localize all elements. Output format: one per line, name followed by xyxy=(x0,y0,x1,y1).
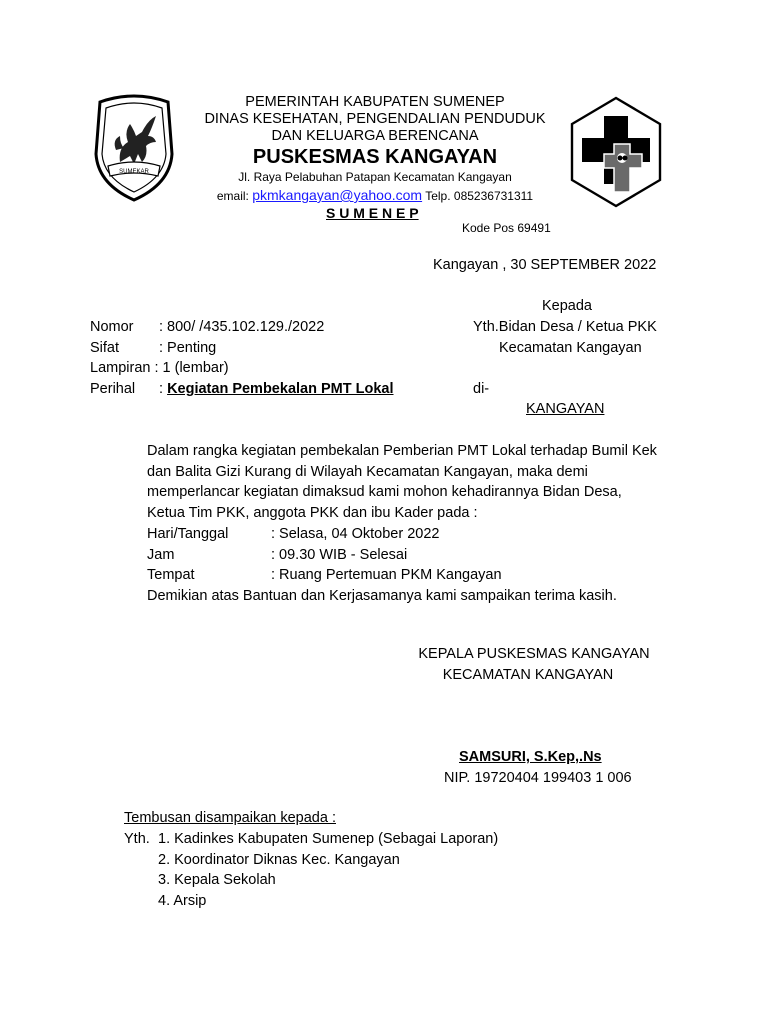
body-line: memperlancar kegiatan dimaksud kami mohon kehadirannya Bidan Desa, xyxy=(147,484,622,501)
detail-row xyxy=(147,545,657,566)
detail-value: : 09.30 WIB - Selesai xyxy=(271,546,408,563)
meta-sifat xyxy=(90,340,216,356)
signature-title1: KEPALA PUSKESMAS KANGAYAN xyxy=(418,646,650,662)
cc-item: 3. Kepala Sekolah xyxy=(158,872,276,888)
meta-label: Nomor xyxy=(90,319,134,335)
email-link[interactable]: pkmkangayan@yahoo.com xyxy=(252,187,423,203)
recipient-yth: Yth.Bidan Desa / Ketua PKK xyxy=(473,319,657,335)
meta-value: : 800/ /435.102.129./2022 xyxy=(159,319,325,335)
signer-name: SAMSURI, S.Kep,.Ns xyxy=(459,749,602,765)
meta-lampiran xyxy=(90,360,229,376)
regency-crest-logo xyxy=(90,92,178,204)
meta-perihal xyxy=(90,381,394,397)
meta-label: Sifat xyxy=(90,340,120,356)
email-label: email: xyxy=(216,189,249,203)
meta-value: : 1 (lembar) xyxy=(154,360,229,376)
detail-label: Jam xyxy=(147,546,175,563)
meta-label: Perihal xyxy=(90,381,136,397)
detail-value: : Ruang Pertemuan PKM Kangayan xyxy=(271,567,502,584)
letterhead-address: Jl. Raya Pelabuhan Patapan Kecamatan Kangayan xyxy=(238,170,512,184)
recipient-place: KANGAYAN xyxy=(526,401,605,417)
recipient-di: di- xyxy=(473,381,490,397)
letterhead-line1: PEMERINTAH KABUPATEN SUMENEP xyxy=(245,94,505,110)
signature-title2: KECAMATAN KANGAYAN xyxy=(442,667,614,683)
org-name: PUSKESMAS KANGAYAN xyxy=(252,146,498,168)
recipient-kecamatan: Kecamatan Kangayan xyxy=(499,340,642,356)
postcode: Kode Pos 69491 xyxy=(462,221,551,235)
detail-value: : Selasa, 04 Oktober 2022 xyxy=(271,525,440,542)
subject-value: Kegiatan Pembekalan PMT Lokal xyxy=(167,381,394,397)
signer-nip: NIP. 19720404 199403 1 006 xyxy=(444,770,632,786)
detail-row xyxy=(147,524,657,545)
meta-value: : Penting xyxy=(159,340,217,356)
cc-item: 4. Arsip xyxy=(158,893,207,909)
body-line: Dalam rangka kegiatan pembekalan Pemberian PMT Lokal terhadap Bumil Kek xyxy=(147,443,657,459)
recipient-kepada: Kepada xyxy=(542,298,592,314)
meta-label: Lampiran xyxy=(90,360,151,376)
cc-heading: Tembusan disampaikan kepada : xyxy=(124,810,336,826)
cc-item: 1. Kadinkes Kabupaten Sumenep (Sebagai Laporan) xyxy=(158,831,499,847)
body-line: Ketua Tim PKK, anggota PKK dan ibu Kader pada : xyxy=(147,505,478,522)
cc-yth: Yth. xyxy=(124,831,150,847)
phone-text: Telp. 085236731311 xyxy=(425,189,534,203)
detail-label: Hari/Tanggal xyxy=(147,525,229,542)
letterhead-line2: DINAS KESEHATAN, PENGENDALIAN PENDUDUK xyxy=(204,111,546,127)
detail-row xyxy=(147,565,657,586)
meta-colon: : xyxy=(159,381,168,397)
cc-item: 2. Koordinator Diknas Kec. Kangayan xyxy=(158,852,400,868)
letter-body xyxy=(147,441,657,607)
letterhead-line3: DAN KELUARGA BERENCANA xyxy=(271,128,479,144)
closing-line: Demikian atas Bantuan dan Kerjasamanya kami sampaikan terima kasih. xyxy=(147,587,617,604)
city-name: S U M E N E P xyxy=(326,205,419,221)
date-line: Kangayan , 30 SEPTEMBER 2022 xyxy=(433,257,657,273)
detail-label: Tempat xyxy=(147,567,195,584)
puskesmas-logo xyxy=(570,96,662,208)
body-line: dan Balita Gizi Kurang di Wilayah Kecamatan Kangayan, maka demi xyxy=(147,463,588,480)
crest-ribbon-text: SUMEKAR xyxy=(119,169,149,175)
letterhead-contact xyxy=(175,187,575,203)
meta-nomor xyxy=(90,319,324,335)
